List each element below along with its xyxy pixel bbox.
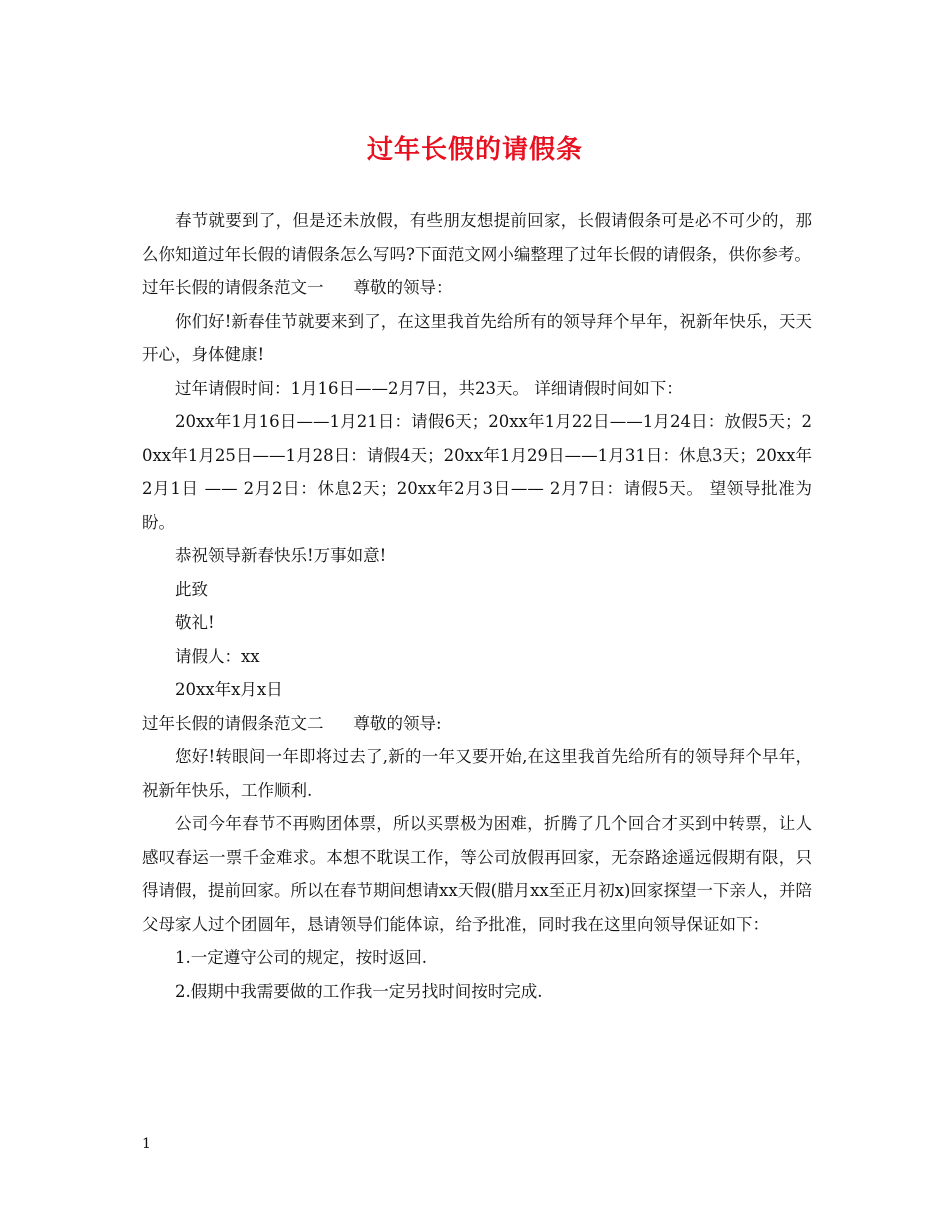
- paragraph-sample2-promise1: 1.一定遵守公司的规定，按时返回.: [175, 948, 427, 967]
- document-title: 过年长假的请假条: [366, 135, 583, 165]
- paragraph-sample2-promise2: 2.假期中我需要做的工作我一定另找时间按时完成.: [175, 981, 543, 1001]
- paragraph-sample1-heading: [142, 271, 812, 305]
- paragraph-sample2-greeting: 您好!转眼间一年即将过去了,新的一年又要开始,在这里我首先给所有的领导拜个早年，祝新年快乐，工作顺利.: [142, 747, 812, 800]
- sample1-salutation: 尊敬的领导：: [353, 278, 453, 297]
- paragraph-sample1-greeting: 你们好!新春佳节就要来到了，在这里我首先给所有的领导拜个早年，祝新年快乐，天天开心，身体健康!: [142, 311, 812, 364]
- sample2-salutation: 尊敬的领导:: [353, 713, 442, 733]
- paragraph-sample2-heading: [142, 707, 812, 741]
- sample2-heading-text: 过年长假的请假条范文二: [142, 713, 324, 733]
- document-body: [142, 204, 812, 1008]
- paragraph-sample2-reason: 公司今年春节不再购团体票，所以买票极为困难，折腾了几个回合才买到中转票，让人感叹春运一票千金难求。本想不耽误工作，等公司放假再回家，无奈路途遥远假期有限，只得请假，提前回家。所以在春节期间想请xx天假(腊月xx至正月初x)回家探望一下亲人，并陪父母家人过个团圆年，恳请领导们能体谅，给予批准，同时我在这里向领导保证如下：: [142, 814, 812, 934]
- paragraph-sample1-closing2: 敬礼!: [175, 613, 215, 632]
- paragraph-sample1-closing1: 此致: [175, 579, 208, 599]
- paragraph-sample1-schedule: 20xx年1月16日——1月21日：请假6天；20xx年1月22日——1月24日：放假5天；20xx年1月25日——1月28日：请假4天；20xx年1月29日——1月31日：休息3天；20xx年2月1日 —— 2月2日：休息2天；20xx年2月3日—— 2月7日：请假5天。 望领导批准为盼。: [142, 412, 812, 532]
- paragraph-sample1-applicant: 请假人：xx: [175, 646, 260, 666]
- page-number: 1: [142, 1136, 151, 1152]
- paragraph-sample1-date: 20xx年x月x日: [175, 680, 283, 699]
- sample1-heading-text: 过年长假的请假条范文一: [142, 278, 324, 297]
- paragraph-sample1-wishes: 恭祝领导新春快乐!万事如意!: [175, 546, 387, 565]
- paragraph-intro: 春节就要到了，但是还未放假，有些朋友想提前回家，长假请假条可是必不可少的，那么你知道过年长假的请假条怎么写吗?下面范文网小编整理了过年长假的请假条，供你参考。: [142, 211, 812, 264]
- paragraph-sample1-leave-time: 过年请假时间：1月16日——2月7日，共23天。 详细请假时间如下：: [175, 378, 683, 398]
